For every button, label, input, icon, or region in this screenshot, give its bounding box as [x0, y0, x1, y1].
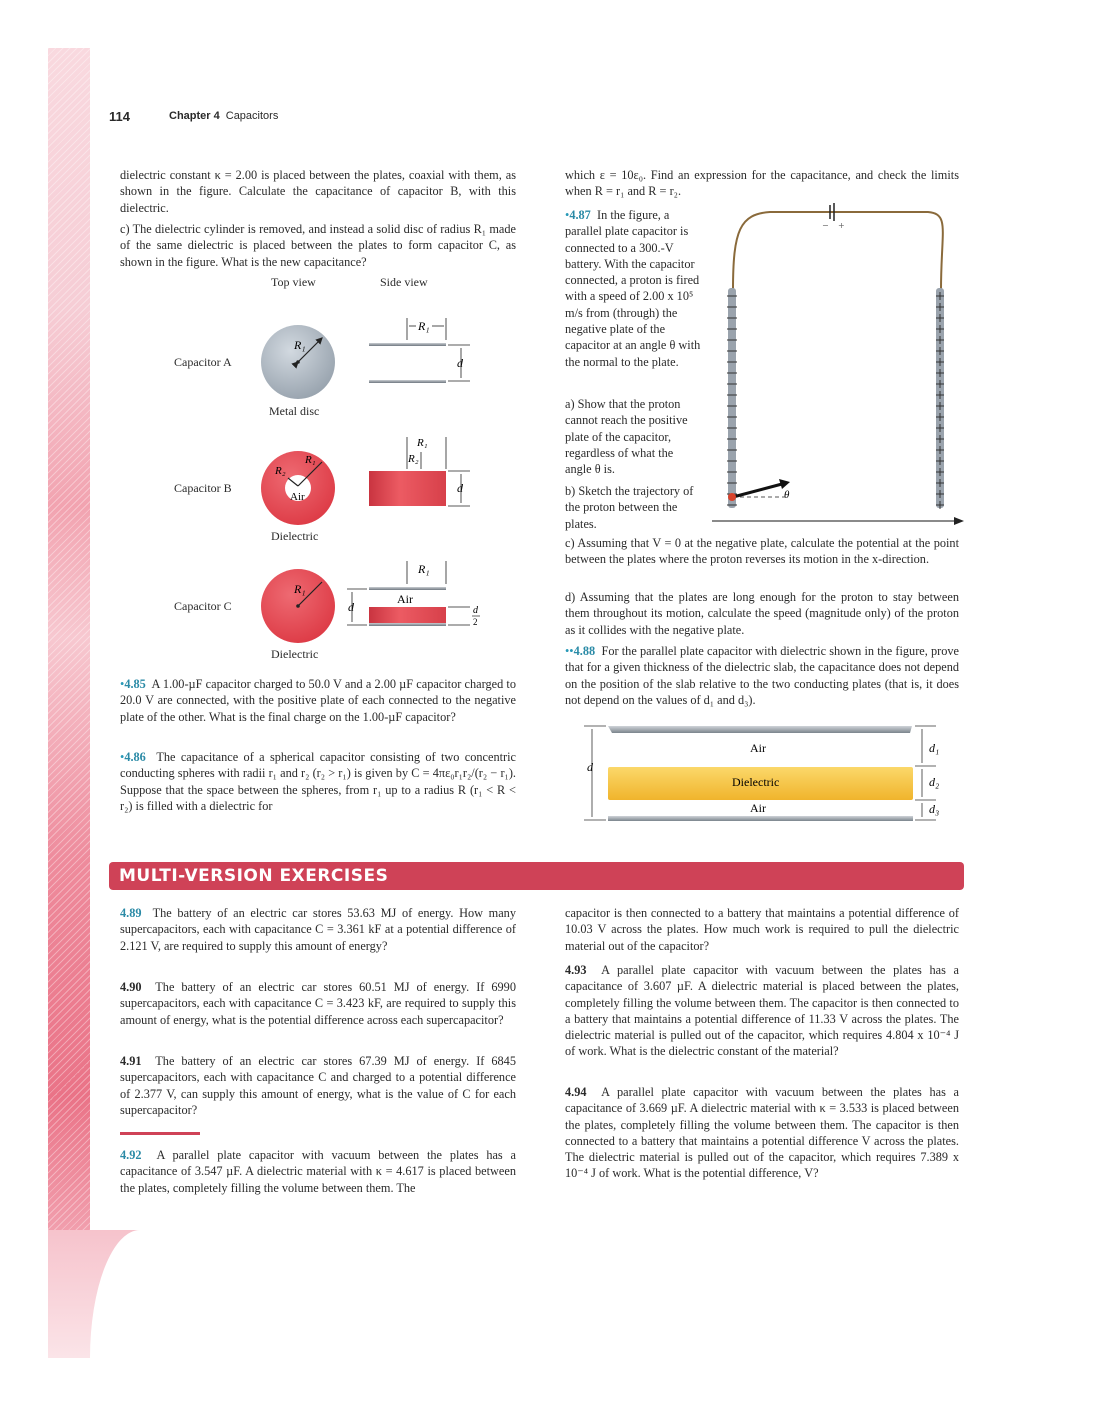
section-title: MULTI-VERSION EXERCISES [119, 866, 389, 886]
top-view-label: Top view [271, 275, 316, 289]
svg-text:d: d [587, 760, 593, 774]
svg-text:Air: Air [750, 801, 766, 815]
svg-text:d: d [457, 481, 463, 495]
chapter-title: Chapter 4 Capacitors [169, 110, 279, 122]
difficulty-dots-icon: •• [565, 644, 574, 658]
problem-4-93: 4.93 A parallel plate capacitor with vacuum between the plates has a capacitance of 3.607 µF. A dielectric material is placed between the plates, completely filling the volume between them. The capacitor is then connected to a battery that maintains a potential difference of 11.33 V across the plates. The dielectric material is pulled out of the capacitor, which requires 4.804 x 10⁻⁴ J of work. What is the dielectric constant of the material? [565, 963, 959, 1059]
problem-4-92-continued: capacitor is then connected to a battery that maintains a potential difference of 10.03 V across the plates. How much work is required to pull the dielectric material out of the capacitor? [565, 906, 959, 953]
svg-text:θ: θ [784, 489, 790, 501]
svg-text:R₂: R₂ [408, 453, 419, 465]
problem-number: 4.85 [124, 677, 146, 691]
svg-text:d₂: d₂ [929, 775, 940, 789]
multi-version-exercises-banner [109, 862, 964, 890]
problem-number: 4.92 [120, 1148, 142, 1162]
problem-4-84-b-text: dielectric constant κ = 2.00 is placed between the plates, coaxial with them, as shown in the figure. Calculate the capacitance of capacitor B, with this dielectric. [120, 168, 516, 215]
svg-text:R₁: R₁ [305, 454, 316, 466]
svg-text:R₁: R₁ [417, 437, 428, 449]
svg-text:Air: Air [750, 741, 766, 755]
svg-text:d: d [457, 356, 463, 370]
problem-number: 4.88 [573, 644, 596, 658]
problem-number: 4.89 [120, 906, 142, 920]
problem-number: 4.91 [120, 1054, 142, 1068]
problem-4-87-c: c) Assuming that V = 0 at the negative plate, calculate the potential at the point between the plates where the proton reverses its motion in the x-direction. [565, 536, 959, 567]
problem-4-91: 4.91 The battery of an electric car stores 67.39 MJ of energy. If 6845 supercapacitors, each with capacitance C and charged to a potential difference of 2.377 V, can supply this amount of energy, what is the value of C for each supercapacitor? [120, 1054, 516, 1117]
svg-text:−: − [822, 221, 829, 230]
problem-4-92: 4.92 A parallel plate capacitor with vacuum between the plates has a capacitance of 3.547 µF. A dielectric material with κ = 4.617 is placed between the plates, completely filling the volume between them. The [120, 1148, 516, 1195]
capacitor-c-label: Capacitor C [174, 599, 232, 613]
problem-4-87-d: d) Assuming that the plates are long enough for the proton to stay between them throughout its motion, calculate the speed (magnitude only) of the proton as it collides with the negative plate. [565, 590, 959, 637]
svg-text:Air: Air [397, 592, 413, 606]
svg-text:d: d [348, 600, 354, 614]
svg-text:+: + [838, 221, 845, 230]
svg-text:2: 2 [473, 617, 478, 627]
problem-number: 4.87 [569, 208, 591, 222]
problem-number: 4.90 [120, 980, 142, 994]
svg-text:Dielectric: Dielectric [732, 775, 780, 789]
problem-4-87-a: a) Show that the proton cannot reach the positive plate of the capacitor, regardless of what the angle θ is. [565, 397, 688, 477]
problem-4-85: •4.85 A 1.00-µF capacitor charged to 50.0 V and a 2.00 µF capacitor charged to 20.0 V are connected, with the positive plate of each connected to the negative plate of the other. What is the final charge on the 1.00-µF capacitor? [120, 677, 516, 724]
problem-4-94: 4.94 A parallel plate capacitor with vacuum between the plates has a capacitance of 3.669 µF. A dielectric material with κ = 3.533 is placed between the plates, completely filling the volume between them. The capacitor is then connected to a battery that maintains a potential difference V across the plates. The dielectric material is pulled out of the capacitor, which requires 7.389 x 10⁻⁴ J of work. What is the potential difference, V? [565, 1085, 959, 1181]
difficulty-dot-icon: • [120, 677, 125, 691]
problem-4-84-c-text: c) The dielectric cylinder is removed, and instead a solid disc of radius R₁ made of the same dielectric is placed between the plates to form capacitor C, as shown in the figure. What is the new capacitance? [120, 222, 516, 269]
problem-4-86-continued: which ε = 10ε₀. Find an expression for the capacitance, and check the limits when R = r₁ and R = r₂. [565, 168, 959, 199]
metal-disc-caption: Metal disc [269, 404, 320, 418]
problem-4-89: 4.89 The battery of an electric car stores 53.63 MJ of energy. How many supercapacitors, each with capacitance C = 3.361 kF at a potential difference of 2.121 V, are required to supply this amount of energy? [120, 906, 516, 953]
side-view-label: Side view [380, 275, 428, 289]
problem-number: 4.86 [124, 750, 146, 764]
problem-4-88: ••4.88 For the parallel plate capacitor with dielectric shown in the figure, prove that for a given thickness of the dielectric slab, the capacitance does not depend on the position of the slab relative to the two conducting plates (that is, it does not depend on the values of d₁ and d₃). [565, 644, 959, 707]
svg-text:d: d [473, 605, 478, 616]
difficulty-dot-icon: • [565, 208, 570, 222]
problem-number: 4.93 [565, 963, 587, 977]
problem-4-86: •4.86 The capacitance of a spherical capacitor consisting of two concentric conducting spheres with radii r₁ and r₂ (r₂ > r₁) is given by C = 4πε₀r₁r₂/(r₂ − r₁). Suppose that the space between the spheres, from r₁ up to a radius R (r₁ < R < r₂) is filled with a dielectric for [120, 750, 516, 813]
svg-text:R₁: R₁ [418, 562, 430, 576]
svg-text:R₁: R₁ [418, 319, 430, 333]
problem-number: 4.94 [565, 1085, 587, 1099]
dielectric-caption-c: Dielectric [271, 647, 319, 661]
difficulty-dot-icon: • [120, 750, 125, 764]
capacitor-b-label: Capacitor B [174, 481, 232, 495]
problem-4-90: 4.90 The battery of an electric car stores 60.51 MJ of energy. If 6990 supercapacitors, each with capacitance C = 3.423 kF, are required to supply this amount of energy, what is the potential difference across each supercapacitor? [120, 980, 516, 1027]
problem-4-87-b: b) Sketch the trajectory of the proton between the plates. [565, 484, 694, 531]
dielectric-caption-b: Dielectric [271, 529, 319, 543]
svg-text:d₁: d₁ [929, 741, 940, 755]
problem-4-87: •4.87 In the figure, a parallel plate capacitor is connected to a 300.-V battery. With the capacitor connected, a proton is fired with a speed of 2.00 x 10⁵ m/s from (through) the negative plate of the capacitor at an angle θ with the normal to the plate. [565, 208, 701, 369]
svg-text:R₂: R₂ [275, 465, 286, 477]
svg-text:d₃: d₃ [929, 802, 940, 816]
page-number: 114 [109, 109, 130, 124]
capacitor-a-label: Capacitor A [174, 355, 232, 369]
section-divider [120, 1132, 200, 1135]
svg-text:R₁: R₁ [294, 338, 306, 352]
svg-text:Air: Air [290, 491, 305, 503]
svg-text:R₁: R₁ [294, 582, 306, 596]
